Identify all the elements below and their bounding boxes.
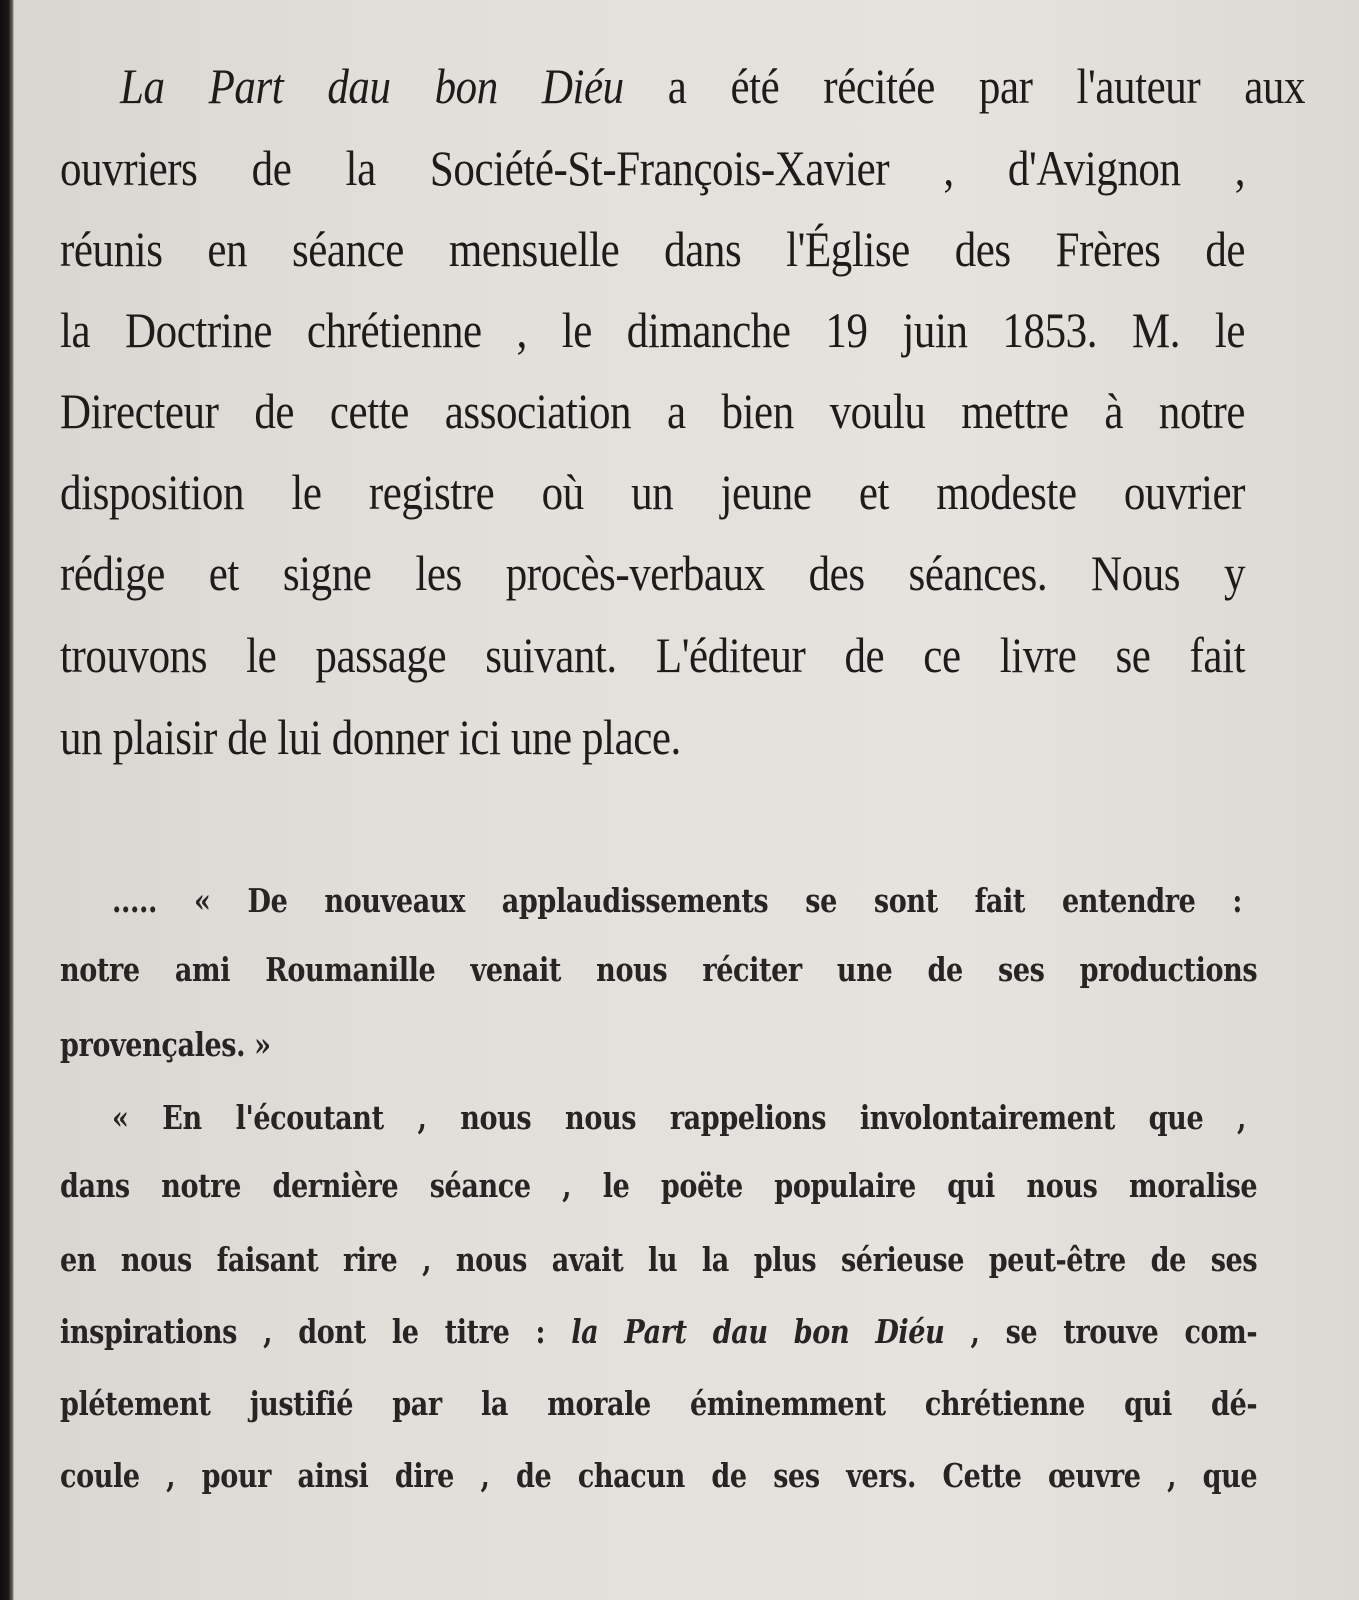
page-binding-shadow xyxy=(0,0,14,1600)
text-line: la Doctrine chrétienne , le dimanche 19 juin 1853. M. le xyxy=(60,302,1246,358)
text-line: dans notre dernière séance , le poëte populaire qui nous moralise xyxy=(60,1166,1258,1205)
text-line: réunis en séance mensuelle dans l'Église des Frères de xyxy=(60,221,1246,277)
text-line: en nous faisant rire , nous avait lu la plus sérieuse peut-être de ses xyxy=(60,1240,1258,1279)
text-line: trouvons le passage suivant. L'éditeur de ce livre se fait xyxy=(60,627,1246,683)
title-italic: La Part dau bon Diéu xyxy=(120,58,624,114)
text-line: La Part dau bon Diéu a été récitée par l'auteur aux xyxy=(120,58,1306,114)
text-line: provençales. » xyxy=(60,1025,271,1064)
text-line: coule , pour ainsi dire , de chacun de ses vers. Cette œuvre , que xyxy=(60,1456,1258,1495)
text-line: notre ami Roumanille venait nous réciter une de ses productions xyxy=(60,950,1258,989)
text-line: « En l'écoutant , nous nous rappelions involontairement que , xyxy=(112,1098,1247,1137)
text-line: ..... « De nouveaux applaudissements se sont fait entendre : xyxy=(112,881,1242,920)
text-line: Directeur de cette association a bien voulu mettre à notre xyxy=(60,383,1246,439)
text-line: disposition le registre où un jeune et modeste ouvrier xyxy=(60,464,1246,520)
text-line: plétement justifié par la morale éminemment chrétienne qui dé- xyxy=(60,1384,1258,1423)
text-line: inspirations , dont le titre : la Part dau bon Diéu , se trouve com- xyxy=(60,1312,1258,1351)
text-line: rédige et signe les procès-verbaux des séances. Nous y xyxy=(60,545,1246,601)
text-line: ouvriers de la Société-St-François-Xavier , d'Avignon , xyxy=(60,140,1246,196)
title-italic: la Part dau bon Diéu xyxy=(571,1312,945,1351)
text-line: un plaisir de lui donner ici une place. xyxy=(60,709,681,765)
